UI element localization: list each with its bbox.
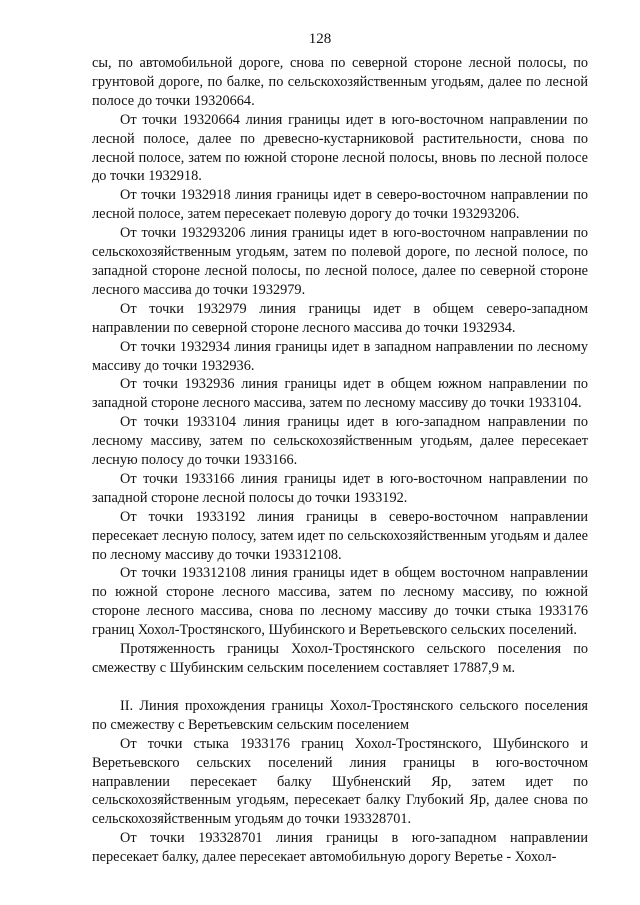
section-paragraph: От точки стыка 1933176 границ Хохол-Тростянского, Шубинского и Веретьевского сельских поселений линия границы в юго-восточном направлении пересекает балку Шубненский Яр, затем идет по сельскохозяйственным угодьям, пересекает балку Глубокий Яр, далее снова по сельскохозяйственным угодьям до точки 193328701. xyxy=(92,735,588,828)
paragraph: От точки 193293206 линия границы идет в юго-восточном направлении по сельскохозяйственным угодьям, затем по полевой дороге, по лесной полосе, по западной стороне лесной полосы, по лесной полосе, далее по северной стороне лесного массива до точки 1932979. xyxy=(92,225,588,298)
paragraph: От точки 1932936 линия границы идет в общем южном направлении по западной стороне лесного массива, затем по лесному массиву до точки 1933104. xyxy=(92,376,588,412)
paragraph: От точки 1933192 линия границы в северо-восточном направлении пересекает лесную полосу, затем идет по сельскохозяйственным угодьям и далее по лесному массиву до точки 193312108. xyxy=(92,508,588,563)
paragraph: От точки 1933166 линия границы идет в юго-восточном направлении по западной стороне лесной полосы до точки 1933192. xyxy=(92,470,588,506)
section-paragraph: От точки 193328701 линия границы в юго-западном направлении пересекает балку, далее пересекает автомобильную дорогу Веретье - Хохол- xyxy=(92,830,588,866)
boundary-length-paragraph: Протяженность границы Хохол-Тростянского сельского поселения по смежеству с Шубинским сельским поселением составляет 17887,9 м. xyxy=(92,641,588,676)
page-content xyxy=(92,54,588,867)
paragraph: От точки 1932979 линия границы идет в общем северо-западном направлении по северной стороне лесного массива до точки 1932934. xyxy=(92,300,588,336)
paragraph: От точки 1932934 линия границы идет в западном направлении по лесному массиву до точки 1932936. xyxy=(92,338,588,374)
page-number: 128 xyxy=(308,31,332,47)
paragraph: От точки 19320664 линия границы идет в юго-восточном направлении по лесной полосе, далее по древесно-кустарниковой растительности, снова по лесной полосе, затем по южной стороне лесной полосы, вновь по лесной полосе до точки 1932918. xyxy=(92,111,588,185)
paragraph: От точки 1932918 линия границы идет в северо-восточном направлении по лесной полосе, затем пересекает полевую дорогу до точки 193293206. xyxy=(92,187,588,223)
paragraph-continuation: сы, по автомобильной дороге, снова по северной стороне лесной полосы, по грунтовой дороге, по балке, по сельскохозяйственным угодьям, далее по лесной полосе до точки 19320664. xyxy=(92,55,588,109)
paragraph: От точки 1933104 линия границы идет в юго-западном направлении по лесному массиву, затем по сельскохозяйственным угодьям, далее пересекает лесную полосу до точки 1933166. xyxy=(92,414,588,469)
section-heading: II. Линия прохождения границы Хохол-Тростянского сельского поселения по смежеству с Веретьевским сельским поселением xyxy=(92,697,588,733)
paragraph: От точки 193312108 линия границы идет в общем восточном направлении по южной стороне лесного массива, затем по лесному массиву, по южной стороне лесного массива, снова по лесному массиву до точки стыка 1933176 границ Хохол-Тростянского, Шубинского и Веретьевского сельских поселений. xyxy=(92,565,588,639)
